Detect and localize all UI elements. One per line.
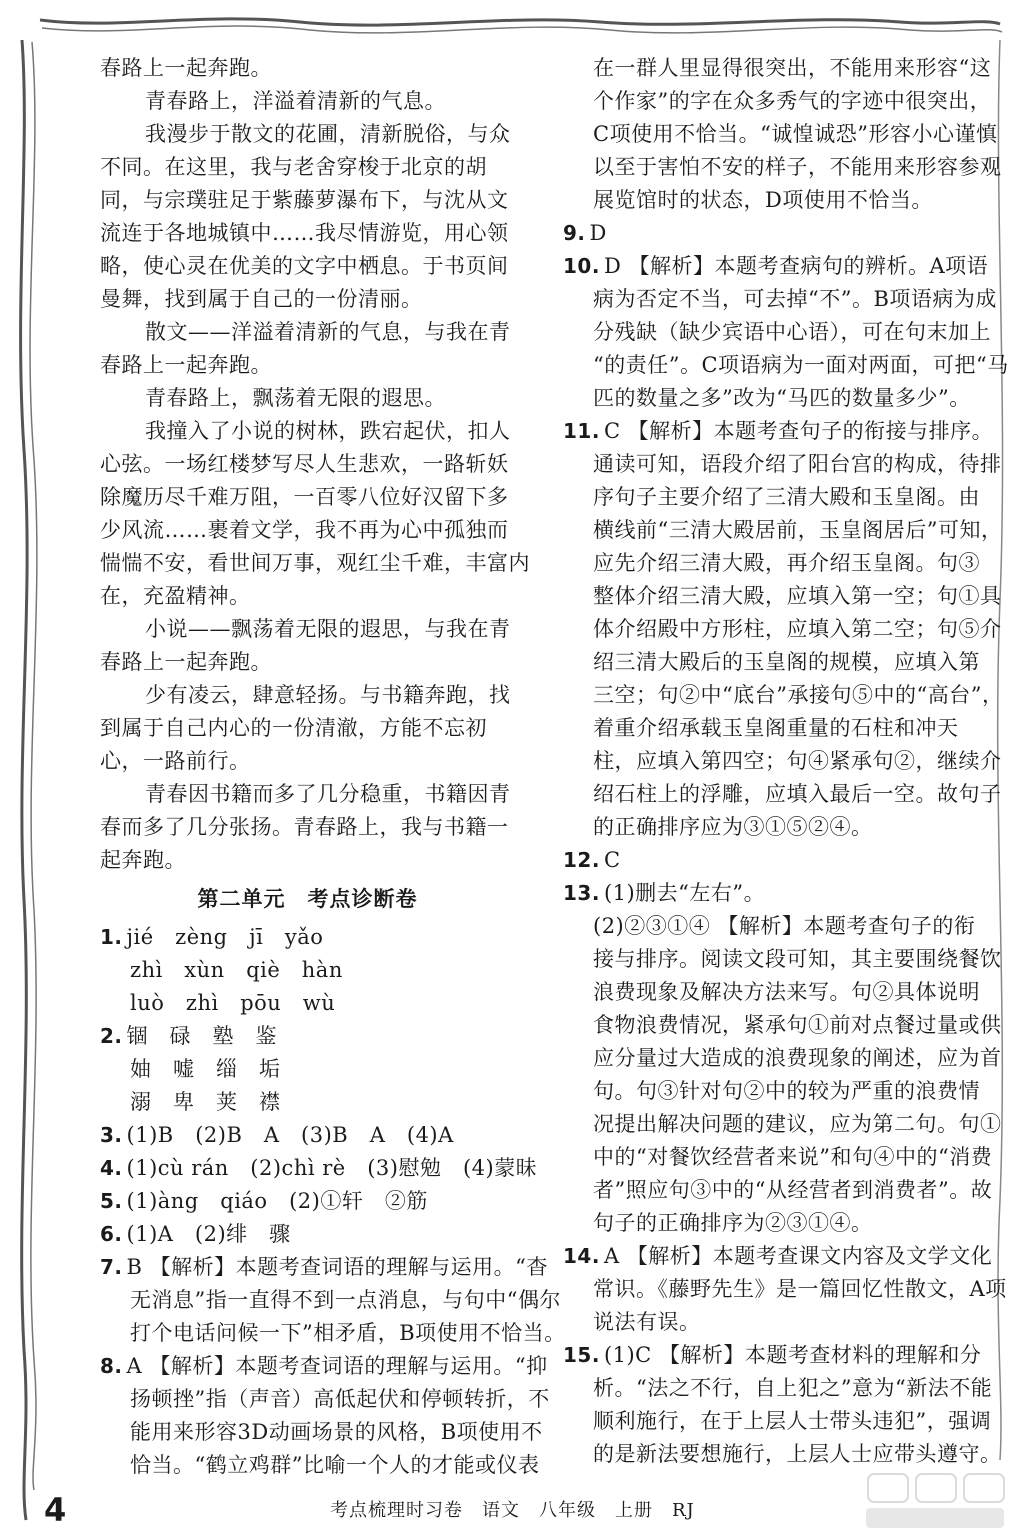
page-number: 4 — [44, 1491, 67, 1529]
essay-line: 略，使心灵在优美的文字中栖息。于书页间 — [100, 254, 509, 278]
answer-continuation-line — [563, 646, 983, 679]
watermark-logo — [860, 1468, 1010, 1532]
answer-number: 2. — [100, 1024, 123, 1048]
answer-text: 况提出解决问题的建议，应为第二句。句① — [593, 1112, 1002, 1136]
answer-continuation-line — [563, 85, 992, 118]
answer-text: 横线前“三清大殿居前，玉皇阁居后”可知， — [593, 518, 1003, 542]
essay-line: 春路上一起奔跑。 — [100, 56, 272, 80]
answer-text: 中的“对餐饮经营者来说”和句④中的“消费 — [593, 1145, 993, 1169]
answer-continuation-line — [563, 151, 1002, 184]
answer-continuation-line — [563, 613, 1002, 646]
answer-continuation-line — [563, 1372, 993, 1405]
answer-continuation-line — [563, 1108, 1002, 1141]
answer-continuation-line — [563, 52, 992, 85]
answer-text: “的责任”。C项语病为一面对两面，可把“马 — [593, 353, 1009, 377]
answer-text: 通读可知，语段介绍了阳台宫的构成，待排 — [593, 452, 1002, 476]
answer-text: (1)C 【解析】本题考查材料的理解和分 — [603, 1343, 982, 1367]
essay-line: 小说——飘荡着无限的遐思，与我在青 — [145, 617, 511, 641]
answer-continuation-line — [563, 1207, 983, 1240]
answer-line — [563, 1240, 993, 1273]
answer-continuation-line — [563, 976, 983, 1009]
answer-line — [100, 1218, 515, 1251]
answer-continuation-line — [563, 712, 983, 745]
section-heading: 第二单元 考点诊断卷 — [197, 887, 418, 911]
answer-text: 溺 卑 荚 襟 — [130, 1090, 281, 1114]
answer-text: 接与排序。阅读文段可知，其主要围绕餐饮 — [593, 947, 1002, 971]
essay-line: 少风流……裹着文学，我不再为心中孤独而 — [100, 518, 509, 542]
answer-text: (2)②③①④ 【解析】本题考查句子的衔 — [593, 914, 976, 938]
answer-number: 9. — [563, 221, 586, 245]
answer-continuation-line — [563, 514, 1003, 547]
essay-line: 少有凌云，肆意轻扬。与书籍奔跑，找 — [145, 683, 511, 707]
answer-continuation-line — [563, 118, 998, 151]
answer-text: 匹的数量之多”改为“马匹的数量多少”。 — [593, 386, 971, 410]
answer-text: 个作家”的字在众多秀气的字迹中很突出， — [593, 89, 992, 113]
answer-text: 能用来形容3D动画场景的风格，B项使用不 — [130, 1420, 543, 1444]
essay-line: 散文——洋溢着清新的气息，与我在青 — [145, 320, 511, 344]
answer-number: 7. — [100, 1255, 123, 1279]
answer-line — [100, 921, 515, 954]
essay-line: 心弦。一场红楼梦写尽人生悲欢，一路斩妖 — [100, 452, 509, 476]
answer-text: 食物浪费情况，紧承句①前对点餐过量或供 — [593, 1013, 1002, 1037]
essay-line: 起奔跑。 — [100, 848, 186, 872]
answer-text: 打个电话问候一下”相矛盾，B项使用不恰当。 — [130, 1321, 566, 1345]
right-column — [563, 52, 1009, 1471]
answer-text: 绍石柱上的浮雕，应填入最后一空。故句子 — [593, 782, 1002, 806]
answer-text: 者”照应句③中的“从经营者到消费者”。故 — [593, 1178, 993, 1202]
answer-continuation-line — [563, 283, 997, 316]
answer-continuation-line — [563, 481, 983, 514]
essay-line: 不同。在这里，我与老舍穿梭于北京的胡 — [100, 155, 487, 179]
answer-text: 病为否定不当，可去掉“不”。B项语病为成 — [593, 287, 997, 311]
answer-continuation-line — [563, 679, 1004, 712]
answer-continuation-line — [563, 547, 983, 580]
answer-line — [563, 1339, 983, 1372]
answer-continuation-line — [100, 987, 515, 1020]
answer-continuation-line — [563, 1306, 983, 1339]
answer-continuation-line — [100, 1053, 515, 1086]
answer-line — [563, 217, 983, 250]
answer-continuation-line — [563, 1174, 993, 1207]
essay-line: 曼舞，找到属于自己的一份清丽。 — [100, 287, 423, 311]
answer-text: 顺利施行，在于上层人士带头违犯”，强调 — [593, 1409, 992, 1433]
answer-text: 妯 嘘 缁 垢 — [130, 1057, 281, 1081]
answer-text: 体介绍殿中方形柱，应填入第二空；句⑤介 — [593, 617, 1002, 641]
answer-text: 绍三清大殿后的玉皇阁的规模，应填入第 — [593, 650, 980, 674]
answer-text: 恰当。“鹤立鸡群”比喻一个人的才能或仪表 — [130, 1453, 540, 1477]
answer-line — [100, 1020, 515, 1053]
essay-line: 心，一路前行。 — [100, 749, 251, 773]
book-title: 考点梳理时习卷 语文 八年级 上册 RJ — [330, 1500, 695, 1521]
essay-line: 除魔历尽千难万阻，一百零八位好汉留下多 — [100, 485, 509, 509]
left-column — [100, 52, 566, 1482]
answer-line — [563, 877, 983, 910]
answer-continuation-line — [563, 910, 983, 943]
answer-continuation-line — [100, 1416, 543, 1449]
answer-line — [100, 1152, 538, 1185]
essay-line: 在，充盈精神。 — [100, 584, 251, 608]
essay-line: 春而多了几分张扬。青春路上，我与书籍一 — [100, 815, 509, 839]
answer-text: 以至于害怕不安的样子，不能用来形容参观 — [593, 155, 1002, 179]
answer-number: 10. — [563, 254, 600, 278]
answer-text: 展览馆时的状态，D项使用不恰当。 — [593, 188, 933, 212]
answer-text: 分残缺（缺少宾语中心语），可在句末加上 — [593, 320, 991, 344]
answer-continuation-line — [563, 580, 1002, 613]
answer-text: 的是新法要想施行，上层人士应带头遵守。 — [593, 1442, 1002, 1466]
answer-text: 应分量过大造成的浪费现象的阐述，应为首 — [593, 1046, 1002, 1070]
answer-text: 析。“法之不行，自上犯之”意为“新法不能 — [593, 1376, 993, 1400]
answer-text: luò zhì pōu wù — [130, 991, 336, 1015]
answer-number: 8. — [100, 1354, 123, 1378]
answer-text: 柱，应填入第四空；句④紧承句②，继续介 — [593, 749, 1002, 773]
answer-text: 句。句③针对句②中的较为严重的浪费情 — [593, 1079, 980, 1103]
answer-text: (1)删去“左右”。 — [603, 881, 766, 905]
answer-number: 11. — [563, 419, 600, 443]
answer-number: 14. — [563, 1244, 600, 1268]
answer-continuation-line — [563, 448, 1002, 481]
answer-continuation-line — [563, 349, 1009, 382]
answer-text: A 【解析】本题考查课文内容及文学文化 — [603, 1244, 993, 1268]
answer-continuation-line — [563, 1273, 1007, 1306]
answer-line — [563, 415, 994, 448]
answer-text: C 【解析】本题考查句子的衔接与排序。 — [603, 419, 994, 443]
answer-text: 整体介绍三清大殿，应填入第一空；句①具 — [593, 584, 1002, 608]
answer-continuation-line — [563, 1075, 983, 1108]
answer-continuation-line — [563, 1438, 1002, 1471]
answer-continuation-line — [100, 1383, 550, 1416]
answer-text: A 【解析】本题考查词语的理解与运用。“抑 — [126, 1354, 548, 1378]
essay-line: 惴惴不安，看世间万事，观红尘千难，丰富内 — [100, 551, 530, 575]
answer-continuation-line — [563, 778, 1002, 811]
answer-text: jié zèng jī yǎo — [126, 925, 324, 949]
essay-line: 青春路上，飘荡着无限的遐思。 — [145, 386, 446, 410]
essay-line: 到属于自己内心的一份清澈，方能不忘初 — [100, 716, 487, 740]
essay-line: 春路上一起奔跑。 — [100, 650, 272, 674]
answer-text: 锢 碌 塾 鉴 — [126, 1024, 278, 1048]
answer-continuation-line — [100, 1086, 515, 1119]
answer-number: 1. — [100, 925, 123, 949]
answer-line — [100, 1119, 515, 1152]
answer-number: 4. — [100, 1156, 123, 1180]
answer-continuation-line — [563, 1009, 1002, 1042]
answer-text: 句子的正确排序为②③①④。 — [593, 1211, 873, 1235]
answer-number: 6. — [100, 1222, 123, 1246]
answer-text: 的正确排序应为③①⑤②④。 — [593, 815, 873, 839]
essay-line: 青春路上，洋溢着清新的气息。 — [145, 89, 446, 113]
answer-continuation-line — [563, 745, 1002, 778]
answer-continuation-line — [563, 811, 983, 844]
essay-line: 我漫步于散文的花圃，清新脱俗，与众 — [145, 122, 511, 146]
answer-text: 浪费现象及解决方法来写。句②具体说明 — [593, 980, 980, 1004]
answer-continuation-line — [563, 1042, 1002, 1075]
answer-text: D 【解析】本题考查病句的辨析。A项语 — [603, 254, 989, 278]
answer-text: zhì xùn qiè hàn — [130, 958, 343, 982]
answer-line — [100, 1350, 548, 1383]
answer-text: C项使用不恰当。“诚惶诚恐”形容小心谨慎 — [593, 122, 998, 146]
essay-line: 青春因书籍而多了几分稳重，书籍因青 — [145, 782, 511, 806]
answer-continuation-line — [563, 1141, 993, 1174]
essay-line: 春路上一起奔跑。 — [100, 353, 272, 377]
answer-text: (1)A (2)绯 骤 — [126, 1222, 291, 1246]
answer-line — [563, 250, 989, 283]
answer-continuation-line — [563, 1405, 992, 1438]
answer-continuation-line — [563, 382, 983, 415]
answer-text: 扬顿挫”指（声音）高低起伏和停顿转折，不 — [130, 1387, 550, 1411]
answer-continuation-line — [100, 1317, 566, 1350]
answer-continuation-line — [100, 1449, 540, 1482]
answer-continuation-line — [563, 184, 983, 217]
answer-number: 15. — [563, 1343, 600, 1367]
answer-text: (1)B (2)B A (3)B A (4)A — [126, 1123, 454, 1147]
answer-line — [100, 1251, 548, 1284]
answer-text: 着重介绍承载玉皇阁重量的石柱和冲天 — [593, 716, 959, 740]
answer-number: 12. — [563, 848, 600, 872]
answer-text: 应先介绍三清大殿，再介绍玉皇阁。句③ — [593, 551, 980, 575]
essay-line: 同，与宗璞驻足于紫藤萝瀑布下，与沈从文 — [100, 188, 509, 212]
answer-line — [563, 844, 983, 877]
answer-number: 3. — [100, 1123, 123, 1147]
answer-text: B 【解析】本题考查词语的理解与运用。“杳 — [126, 1255, 548, 1279]
answer-text: (1)àng qiáo (2)①轩 ②筋 — [126, 1189, 428, 1213]
answer-text: D — [589, 221, 607, 245]
answer-number: 13. — [563, 881, 600, 905]
answer-text: 在一群人里显得很突出，不能用来形容“这 — [593, 56, 992, 80]
answer-line — [100, 1185, 515, 1218]
answer-text: 序句子主要介绍了三清大殿和玉皇阁。由 — [593, 485, 980, 509]
answer-continuation-line — [100, 1284, 561, 1317]
answer-text: (1)cù rán (2)chì rè (3)慰勉 (4)蒙昧 — [126, 1156, 538, 1180]
answer-continuation-line — [563, 316, 991, 349]
answer-text: 常识。《藤野先生》是一篇回忆性散文，A项 — [593, 1277, 1007, 1301]
answer-text: C — [603, 848, 621, 872]
answer-number: 5. — [100, 1189, 123, 1213]
essay-line: 我撞入了小说的树林，跌宕起伏，扣人 — [145, 419, 511, 443]
answer-continuation-line — [100, 954, 515, 987]
answer-text: 说法有误。 — [593, 1310, 701, 1334]
essay-line: 流连于各地城镇中……我尽情游览，用心领 — [100, 221, 509, 245]
answer-continuation-line — [563, 943, 1002, 976]
answer-text: 三空；句②中“底台”承接句⑤中的“高台”， — [593, 683, 1004, 707]
answer-text: 无消息”指一直得不到一点消息，与句中“偶尔 — [130, 1288, 561, 1312]
